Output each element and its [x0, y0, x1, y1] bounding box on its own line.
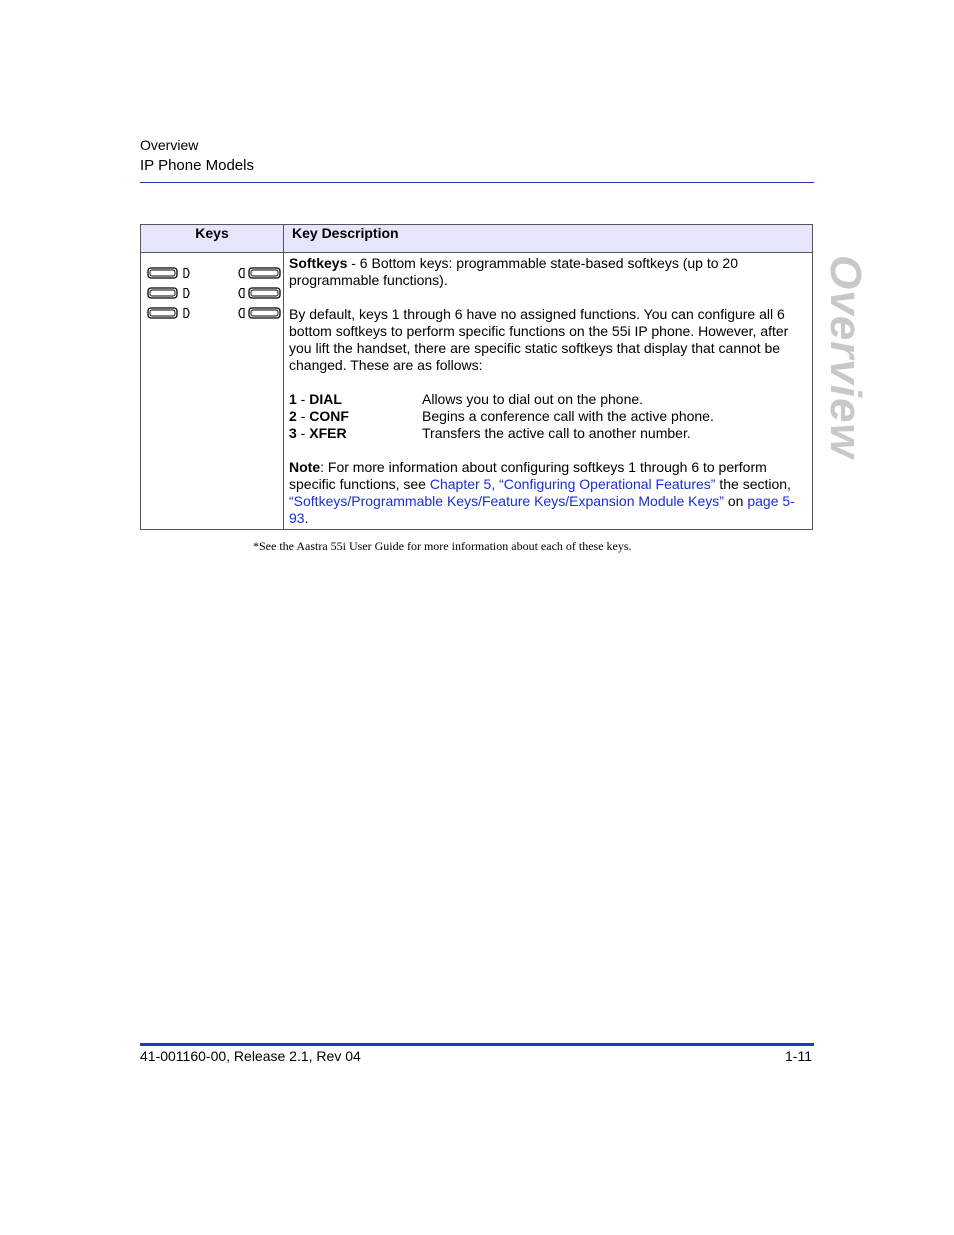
note-label: Note	[289, 459, 321, 475]
table-row	[141, 253, 813, 530]
description-cell	[284, 253, 813, 530]
static-softkey-row	[289, 391, 806, 408]
note-paragraph: Note: For more information about configuring softkeys 1 through 6 to perform specific functions, see Chapter 5, “Configuring Operational Features” the section, “Softkeys/Programmable Keys/Feature Keys/Expansion Module Keys” on page 5-93.	[289, 459, 795, 526]
static-softkey-row	[289, 408, 806, 425]
static-softkey-name: 3 - XFER	[289, 425, 347, 441]
default-paragraph: By default, keys 1 through 6 have no assigned functions. You can configure all 6 bottom softkeys to perform specific functions on the 55i IP phone. However, after you lift the handset, there are specific static softkeys that display that cannot be changed. These are as follows:	[289, 306, 789, 373]
page-link[interactable]: page 5-93	[289, 493, 795, 526]
footnote: *See the Aastra 55i User Guide for more information about each of these keys.	[253, 539, 632, 553]
static-softkey-description: Allows you to dial out on the phone.	[422, 391, 644, 407]
side-tab	[812, 255, 872, 459]
header-rule	[140, 182, 814, 183]
softkey-right-icon	[235, 267, 281, 279]
footer-doc-id: 41-001160-00, Release 2.1, Rev 04	[140, 1048, 361, 1064]
softkey-right-icon	[235, 287, 281, 299]
column-header-description: Key Description	[284, 225, 813, 253]
running-header-section: Overview	[140, 137, 199, 153]
softkey-left-icon	[147, 287, 193, 299]
keys-cell	[141, 253, 284, 530]
footer-page-number: 1-11	[785, 1048, 812, 1064]
softkey-icon-row	[147, 267, 281, 287]
running-header-subsection: IP Phone Models	[140, 157, 254, 174]
column-header-keys: Keys	[141, 225, 284, 253]
footer-rule	[140, 1043, 814, 1046]
softkey-left-icon	[147, 267, 193, 279]
softkey-icon-row	[147, 307, 281, 327]
softkeys-section-link[interactable]: “Softkeys/Programmable Keys/Feature Keys/Expansion Module Keys”	[289, 493, 724, 509]
softkey-left-icon	[147, 307, 193, 319]
softkey-icon-row	[147, 287, 281, 307]
softkeys-intro-text: - 6 Bottom keys: programmable state-based softkeys (up to 20 programmable functions).	[289, 255, 738, 288]
table-header-row	[141, 225, 813, 253]
keys-table	[140, 224, 813, 530]
static-softkey-row	[289, 425, 806, 442]
chapter-5-link[interactable]: Chapter 5, “Configuring Operational Features”	[429, 476, 716, 492]
side-tab-label: Overview	[821, 255, 870, 459]
static-softkey-description: Begins a conference call with the active phone.	[422, 408, 714, 424]
static-softkey-name: 1 - DIAL	[289, 391, 342, 407]
softkeys-intro	[289, 255, 806, 289]
softkeys-title: Softkeys	[289, 255, 348, 271]
softkey-icon-grid	[147, 267, 281, 327]
static-softkey-name: 2 - CONF	[289, 408, 349, 424]
static-softkey-description: Transfers the active call to another number.	[422, 425, 691, 441]
softkey-right-icon	[235, 307, 281, 319]
